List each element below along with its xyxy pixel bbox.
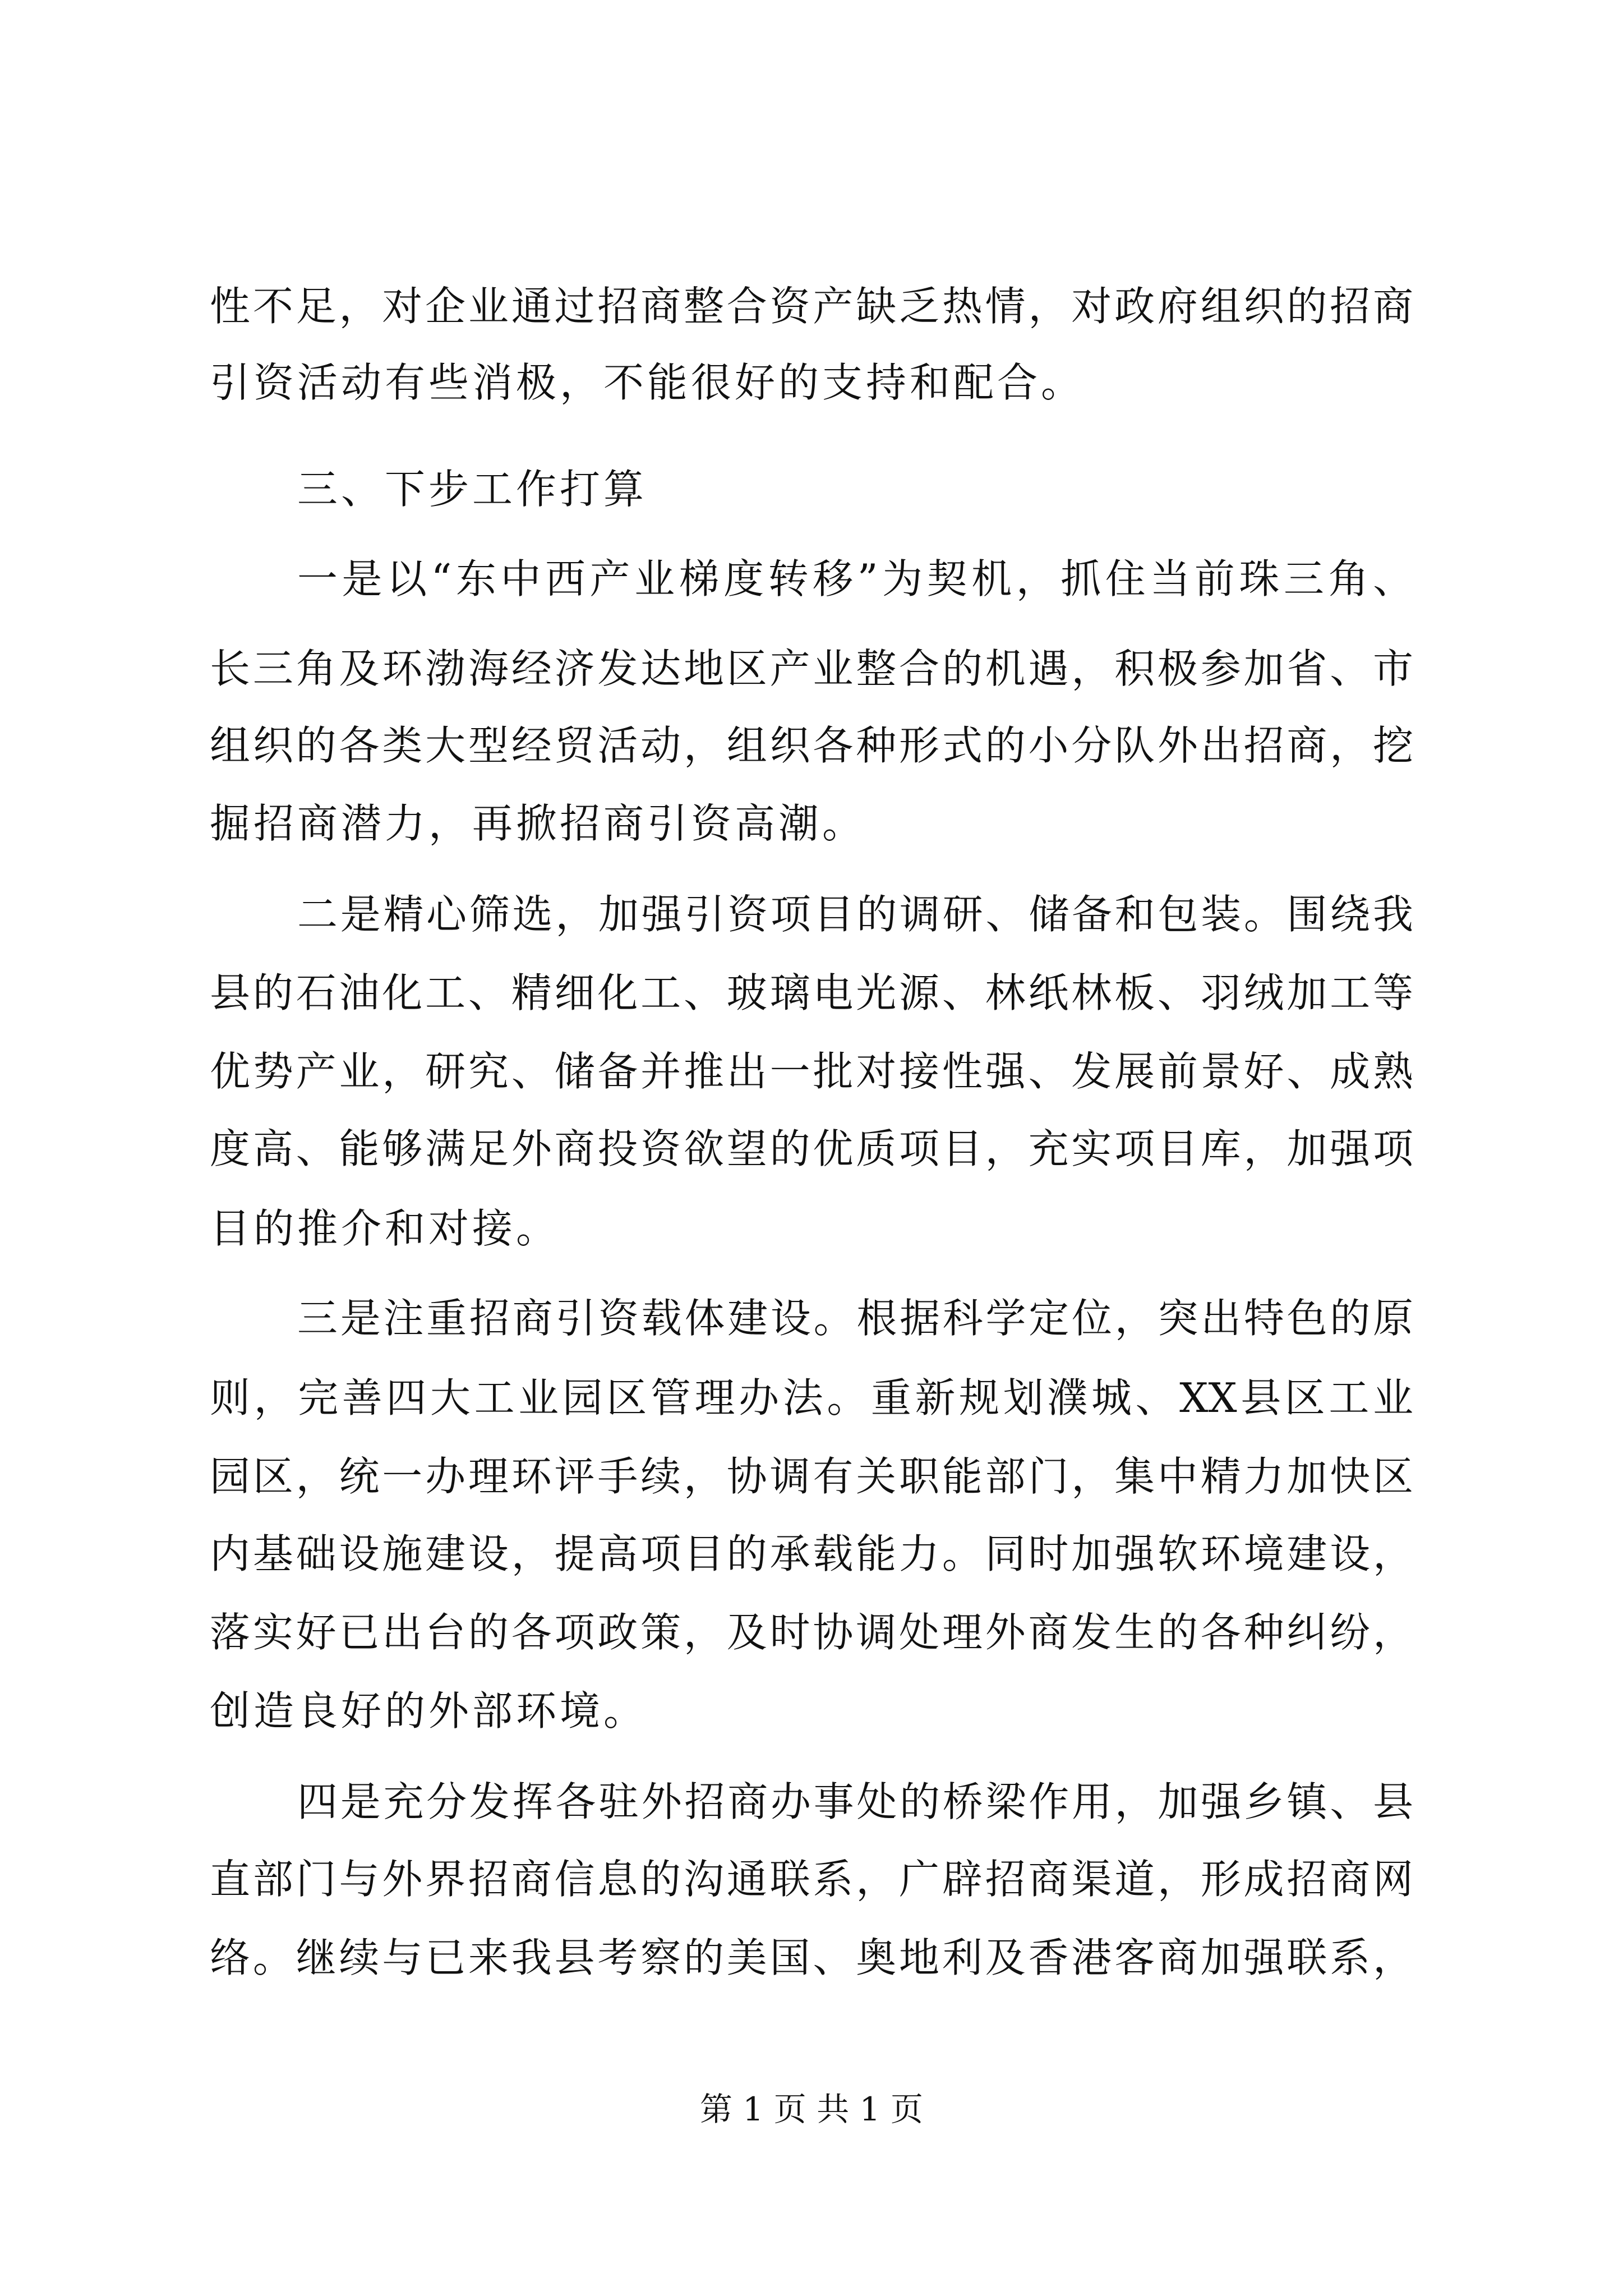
body-text-line: 组织的各类大型经贸活动，组织各种形式的小分队外出招商，挖	[210, 722, 1413, 769]
body-text-line: 四是充分发挥各驻外招商办事处的桥梁作用，加强乡镇、县	[297, 1778, 1413, 1825]
body-text-line: 园区，统一办理环评手续，协调有关职能部门，集中精力加快区	[210, 1453, 1413, 1500]
body-text-line: 度高、能够满足外商投资欲望的优质项目，充实项目库，加强项	[210, 1125, 1413, 1172]
body-text-line: 长三角及环渤海经济发达地区产业整合的机遇，积极参加省、市	[210, 645, 1413, 692]
body-text-line: 直部门与外界招商信息的沟通联系，广辟招商渠道，形成招商网	[210, 1856, 1413, 1903]
body-text-line: 二是精心筛选，加强引资项目的调研、储备和包装。围绕我	[297, 891, 1413, 938]
body-text-line: 内基础设施建设，提高项目的承载能力。同时加强软环境建设，	[210, 1530, 1413, 1577]
body-text-line: 掘招商潜力，再掀招商引资高潮。	[210, 800, 866, 847]
section-heading: 三、下步工作打算	[297, 466, 648, 513]
body-text-line: 创造良好的外部环境。	[210, 1687, 648, 1734]
body-text-line: 目的推介和对接。	[210, 1205, 560, 1252]
body-text-line: 优势产业，研究、储备并推出一批对接性强、发展前景好、成熟	[210, 1048, 1413, 1095]
body-text-line: 落实好已出台的各项政策，及时协调处理外商发生的各种纠纷，	[210, 1609, 1413, 1656]
body-text-line: 三是注重招商引资载体建设。根据科学定位，突出特色的原	[297, 1295, 1413, 1342]
body-text-line: 性不足，对企业通过招商整合资产缺乏热情，对政府组织的招商	[210, 283, 1413, 330]
page-number-footer: 第 1 页 共 1 页	[700, 2090, 923, 2128]
body-text-line: 络。继续与已来我县考察的美国、奥地利及香港客商加强联系，	[210, 1934, 1413, 1981]
body-text-line: 引资活动有些消极，不能很好的支持和配合。	[210, 359, 1085, 406]
body-text-line: 县的石油化工、精细化工、玻璃电光源、林纸林板、羽绒加工等	[210, 969, 1413, 1016]
body-text-line: 一是以“东中西产业梯度转移”为契机，抓住当前珠三角、	[297, 555, 1413, 602]
body-text-line: 则，完善四大工业园区管理办法。重新规划濮城、XX县区工业	[210, 1374, 1413, 1421]
